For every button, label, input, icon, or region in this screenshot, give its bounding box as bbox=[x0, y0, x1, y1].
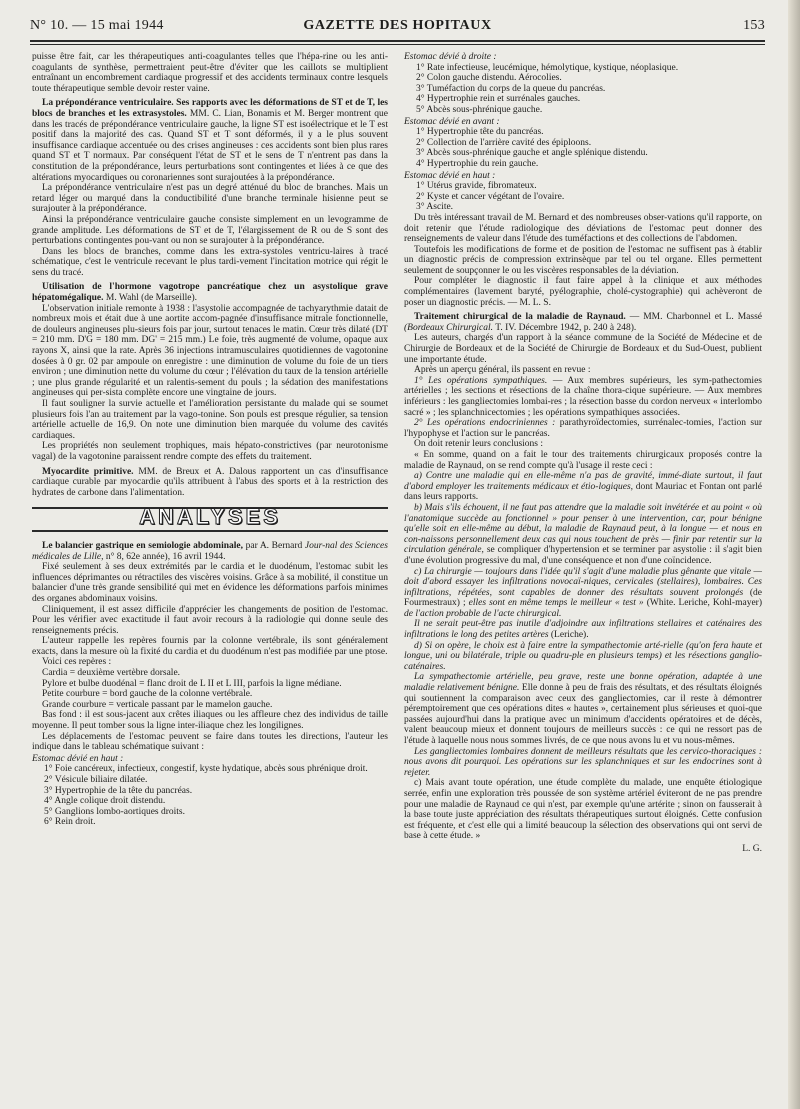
conclusion-text: dont Mauriac et Fontan ont parlé dans leurs rapports. bbox=[404, 481, 762, 503]
conclusion-g bbox=[404, 672, 762, 746]
list-item: 3° Ascite. bbox=[416, 202, 454, 213]
paragraph: Du très intéressant travail de M. Bernard et des nombreuses obser-vations qu'il rapporte, on doit retenir que l'étude radiologique des déviations de l'estomac peut donner des renseignements de valeur dans l'étude des tuméfactions et des collections de l'abdomen. bbox=[404, 212, 762, 245]
paragraph: « En somme, quand on a fait le tour des traitements chirurgicaux proposés contre la maladie de Raynaud, on se rend compte qu'à l'usage il reste ceci : bbox=[404, 449, 762, 471]
paragraph: Toutefois les modifications de forme et de position de l'estomac ne suffisent pas à établir un diagnostic précis de compression extrinsèque par tel ou tel organe. Elles permettent seulement de soupçonner le ou les viscères responsables de la déviation. bbox=[404, 244, 762, 276]
list-item: 5° Abcès sous-phrénique gauche. bbox=[416, 104, 543, 115]
list-item bbox=[404, 376, 762, 418]
list-item: 1° Hypertrophie tête du pancréas. bbox=[416, 127, 544, 138]
conclusion-text: (White. Leriche, Kohl-mayer) bbox=[643, 598, 762, 609]
list-item: 1° Utérus gravide, fibromateux. bbox=[416, 181, 537, 192]
section-banner bbox=[32, 504, 388, 532]
page-edge bbox=[788, 0, 800, 1109]
paragraph: Dans les blocs de branches, comme dans les extra-systoles ventricu-laires à tracé schématique, c'est le ventricule recevant le plus tardi-vement l'incitation motrice qui régit le sens du tracé. bbox=[32, 246, 388, 278]
paragraph: Ainsi la prépondérance ventriculaire gauche consiste simplement en un levogramme de grande amplitude. Les déformations de ST et de T, l'élargissement de R ou de S sont des perturbations contingentes pou-vant ou non se surajouter à la prépondérance. bbox=[32, 214, 388, 247]
analysis-journal: (Bordeaux Chirurgical. bbox=[404, 322, 494, 333]
landmark-item: Pylore et bulbe duodénal = flanc droit de L II et L III, parfois la ligne médiane. bbox=[42, 678, 342, 689]
item-lead: 2° Les opérations endocriniennes : bbox=[414, 418, 556, 429]
landmark-item: Bas fond : il est sous-jacent aux crêtes iliaques ou les affleure chez des individus de taille moyenne. Il peut tomber sous la ligne inter-iliaque chez les longilignes. bbox=[32, 710, 388, 732]
list-item: 1° Rate infectieuse, leucémique, hémolytique, kystique, néoplasique. bbox=[416, 62, 679, 73]
paragraph: L'observation initiale remonte à 1938 : l'asystolie accompagnée de tachyarythmie datait de nombreux mois et était due à une aortite accom-pagnée d'insuffisance mitrale fonctionnelle, de douleurs angineuses plu-sieurs fois par jour, surtout tenaces le matin. Cœur très dilaté (DT = 210 mm. D'G = 180 mm. DG' = 215 mm.) Le foie, très augmenté de volume, opaque aux rayons X, ainsi que la rate. Après 36 injections intramusculaires quotidiennes de vagotonine dosées à 0 gr. 02 par ampoule on enregistre : une diminution de volume du foie de un tiers environ ; une diminution nette du volume du cœur ; l'élévation du taux de la tension artérielle ; une plus grande régularité et un ralentis-sement du pouls ; la sédation des manifestations angineuses qui per-sista complète encore une vingtaine de jours. bbox=[32, 303, 388, 399]
list-item: 1° Foie cancéreux, infectieux, congestif, kyste hydatique, abcès sous phrénique droit. bbox=[44, 764, 368, 775]
list-item bbox=[404, 418, 762, 439]
analysis-ref-date: n° 8, 62e année), 16 avril 1944. bbox=[103, 551, 226, 562]
landmark-item: Petite courbure = bord gauche de la colonne vertébrale. bbox=[42, 689, 253, 700]
article-title: Utilisation de l'hormone vagotrope pancréatique chez un asystolique grave hépatomégalique. bbox=[32, 282, 388, 304]
page-number: 153 bbox=[743, 18, 765, 33]
list-item: 4° Angle colique droit distendu. bbox=[44, 796, 166, 807]
conclusion-text: se compliquer d'hypertension et se terminer par asystolie : il s'agit bien d'une évolution progressive du mal, d'une conséquence et non d'une coïncidence. bbox=[404, 545, 763, 566]
paragraph: Pour compléter le diagnostic il faut faire appel à la clinique et aux méthodes complémentaires (lavement baryté, pyélographie, cholé-cystographie) qui achèveront de poser un diagnostic précis. — M. L. S. bbox=[404, 276, 762, 308]
list-item: 2° Vésicule biliaire dilatée. bbox=[44, 775, 148, 785]
conclusion-d: d) Si on opère, le choix est à faire entre la sympathectomie arté-rielle (qu'on fera haute et longue, uni ou bilatérale, triple ou quadru-ple en plusieurs temps) et les résections ganglio-caténaires. bbox=[404, 640, 762, 672]
analysis-raynaud bbox=[404, 312, 762, 333]
paragraph: Les auteurs, chargés d'un rapport à la séance commune de la Société de Médecine et de Chirurgie de Bordeaux et de la Société de Chirurgie de Bordeaux et du Sud-Ouest, publient une importante étude. bbox=[404, 333, 762, 365]
article-vagotonine bbox=[32, 282, 388, 303]
conclusion-text: a) Contre une maladie qui en elle-même n'a pas de gravité, immé-diate surtout, il faut d'abord employer les traitements médicaux et étio-logiques, bbox=[404, 471, 762, 492]
signature: L. G. bbox=[742, 843, 762, 854]
paragraph: La prépondérance ventriculaire n'est pas un degré atténué du bloc de branches. Mais un retard léger ou marqué dans la conductibilité d'une branche terminale hisienne peut se surajouter à la prépondérance. bbox=[32, 183, 388, 215]
landmark-item: Grande courbure = verticale passant par le mamelon gauche. bbox=[42, 699, 273, 710]
paragraph: Cliniquement, il est assez difficile d'apprécier les changements de position de l'estomac. Pour les vérifier avec exactitude il faut avoir recours à la radiologie qui donne seule des renseignements précis. bbox=[32, 604, 388, 636]
conclusion-a bbox=[404, 471, 762, 503]
list-item: 6° Rein droit. bbox=[44, 817, 96, 828]
article-authors: M. Wahl (de Marseille). bbox=[103, 293, 198, 304]
conclusion-text: Il ne serait peut-être pas inutile d'adjoindre aux infiltrations stellaires et caténaires des infiltrations le long des petites artères bbox=[404, 619, 762, 641]
analysis-ref: par A. Bernard bbox=[243, 540, 305, 551]
list-item: 2° Kyste et cancer végétant de l'ovaire. bbox=[416, 191, 565, 202]
section-title: ANALYSES bbox=[139, 504, 281, 530]
paragraph: Après un aperçu général, ils passent en revue : bbox=[414, 365, 591, 376]
analysis-journal: Jour-nal des Sciences médicales de Lille, bbox=[32, 540, 388, 562]
journal-title: GAZETTE DES HOPITAUX bbox=[303, 18, 492, 33]
analysis-ref-date: T. IV. Décembre 1942, p. 240 à 248). bbox=[493, 322, 637, 333]
list-item: 3° Hypertrophie de la tête du pancréas. bbox=[44, 785, 193, 796]
paragraph: Les déplacements de l'estomac peuvent se faire dans toutes les directions, l'auteur les indique dans le tableau schématique suivant : bbox=[32, 731, 388, 753]
conclusion-c bbox=[404, 567, 762, 620]
list-item: 2° Collection de l'arrière cavité des épiploons. bbox=[416, 137, 592, 148]
list-item: 4° Hypertrophie rein et surrénales gauches. bbox=[416, 94, 581, 105]
list-item: 3° Abcès sous-phrénique gauche et angle splénique distendu. bbox=[416, 148, 648, 159]
list-item: 2° Colon gauche distendu. Aérocolies. bbox=[416, 73, 562, 84]
conclusion-b bbox=[404, 503, 762, 567]
intro-paragraph: puisse être fait, car les thérapeutiques anti-coagulantes telles que l'hépa-rine ou les anti-coagulants de synthèse, permettraient peut-être d'éviter que les caillots se multiplient entraînant un encombrement cardiaque progressif et des accidents terminaux contre lesquels toute thérapeutique semble devoir rester vaine. bbox=[32, 52, 388, 94]
paragraph: Les propriétés non seulement trophiques, mais hépato-constrictives (par neurotonisme vagal) de la vagotonine paraissent rendre compte des effets du traitement. bbox=[32, 441, 388, 462]
subheading: Estomac dévié en haut : bbox=[32, 753, 124, 764]
subheading: Estomac dévié à droite : bbox=[404, 52, 497, 62]
right-column bbox=[404, 52, 762, 855]
subheading: Estomac dévié en avant : bbox=[404, 116, 500, 127]
article-authors: MM. C. Lian, Bonamis et M. Berger montrent que dans les tracés de prépondérance ventriculaire gauche, la ligne ST est isoélectrique et le T est positif dans la majorité des cas. Quand ST et T sont déformés, il y a le plus souvent insuffisance cardiaque accentuée ou des crises angineuses : ces accidents sont bien plus rares quand ST et T normaux. Par conséquent l'état de ST et le sens de T n'entrent pas dans la constitution de la prépondérance, leurs perturbations sont contingentes et liées à ce que des altérations myocardiques ou coronariennes sont surajoutées à la prépondérance. bbox=[32, 108, 388, 183]
conclusion-text: de l'action probable de l'acte chirurgical. bbox=[404, 608, 562, 619]
analysis-title: Le balancier gastrique en semiologie abdominale, bbox=[42, 540, 243, 551]
analysis-ref: — MM. Charbonnel et L. Massé bbox=[625, 312, 762, 323]
page-header bbox=[30, 14, 765, 42]
left-column bbox=[32, 52, 388, 828]
paragraph: On doit retenir leurs conclusions : bbox=[414, 439, 544, 450]
landmark-item: Cardia = deuxième vertèbre dorsale. bbox=[42, 668, 181, 679]
paragraph: Il faut souligner la survie actuelle et l'amélioration persistante du malade qui se soumet plusieurs fois l'an au traitement par la vago-tonine. Son pouls est presque régulier, sa tension artérielle actuelle de 16,9. On note une diminution bien marquée du volume des cavités cardiaques. bbox=[32, 399, 388, 441]
article-title: La prépondérance ventriculaire. Ses rapports avec les déformations de ST et de T, les blocs de branches et les extrasystoles. bbox=[32, 98, 388, 119]
list-item: 4° Hypertrophie du rein gauche. bbox=[416, 158, 539, 169]
conclusion-text: (Leriche). bbox=[548, 630, 589, 641]
conclusion-text: b) Mais s'ils échouent, il ne faut pas attendre que la maladie soit invétérée et au point « où l'anatomique succède au fonctionnel » pour penser à une intervention, car, pour bénigne qu'elle soit en elle-même au début, la maladie de Raynaud peut, à la longue — et nous en con-naissons personnellement deux cas qui nous touchent de près — finir par retentir sur la circulation générale, bbox=[404, 502, 762, 556]
paragraph: Fixé seulement à ses deux extrémités par le cardia et le duodénum, l'estomac subit les influences déprimantes ou rétractiles des viscères voisins. Grâce à sa mobilité, il constitue un balancier d'une très grande sensibilité qui met en évidence les déformations parfois minimes des organes abdominaux voisins. bbox=[32, 562, 388, 604]
item-text: — Aux membres supérieurs, les sym-pathectomies artérielles ; les sections et résections de la chaîne thora-cique supérieure. — Aux membres inférieurs : les gangliectomies lombai-res ; la résection basse du cordon nerveux « interlombo sacré » ; les splanchnicectomies ; les opérations sympathiques associées. bbox=[404, 375, 762, 418]
conclusion-text: c) La chirurgie — toujours dans l'idée qu'il s'agit d'une maladie plus gênante que vitale — doit d'abord essayer les infiltrations novocaï-niques, cervicales (stellaires), lombaires. Ces infiltrations, répétées, sont capables de donner des résultats souvent prolongés bbox=[404, 566, 762, 598]
article-authors: MM. de Breux et A. Dalous rapportent un cas d'insuffisance cardiaque curable par myocardie qu'ils attribuent à l'abus des sports et à la restriction des hydrates de carbone dans l'alimentation. bbox=[32, 466, 388, 498]
paragraph: Voici ces repères : bbox=[42, 657, 112, 668]
conclusion-i: c) Mais avant toute opération, une étude complète du malade, une enquête étiologique serrée, enfin une exploration très poussée de son système artériel éviteront de ne pas prendre pour une maladie de Raynaud ce qui n'est, par exemple qu'une artérite ; sinon on fausserait à la base toute juste appréciation des résultats thérapeutiques surtout éloignés. Cette confusion est fréquente, et c'est elle qui a limité beaucoup la sélection des observations qui ont servi de base à cette étude. » bbox=[404, 778, 762, 842]
list-item: 5° Ganglions lombo-aortiques droits. bbox=[44, 806, 186, 817]
analysis-title: Traitement chirurgical de la maladie de Raynaud. bbox=[414, 312, 626, 323]
article-title: Myocardite primitive. bbox=[42, 466, 134, 477]
list-item: 3° Tuméfaction du corps de la queue du pancréas. bbox=[416, 83, 606, 94]
item-lead: 1° Les opérations sympathiques. bbox=[414, 375, 548, 386]
analysis-balancier bbox=[32, 541, 388, 562]
issue-date: N° 10. — 15 mai 1944 bbox=[30, 18, 164, 33]
subheading: Estomac dévié en haut : bbox=[404, 170, 496, 181]
conclusion-h: Les gangliectomies lombaires donnent de meilleurs résultats que les cervico-thoraciques : nous avons dit pourquoi. Les opérations sur les splanchniques et sur les endocrines sont à rejeter. bbox=[404, 746, 762, 778]
article-ventricular bbox=[32, 98, 388, 183]
conclusion-e bbox=[404, 619, 762, 640]
item-text: parathyroïdectomies, surrénalec-tomies, l'action sur l'hypophyse et l'action sur le pancréas. bbox=[404, 418, 762, 439]
conclusion-text: La sympathectomie artérielle, peu grave, reste une bonne opération, adaptée à une maladie relativement bénigne. bbox=[404, 672, 762, 694]
paragraph: L'auteur rappelle les repères fournis par la colonne vertébrale, ils sont généralement exacts, dans la mesure où la fixité du cardia et du duodénum n'est pas modifiée par une ptose. bbox=[32, 636, 388, 657]
article-myocardite bbox=[32, 467, 388, 499]
conclusion-text: elles sont en même temps le meilleur « test » bbox=[468, 598, 644, 609]
conclusion-text: Elle donne à peu de frais des résultats, et des résultats éloignés qui soutiennent la comparaison avec ceux des gangliectomies, car il reste à démontrer péremptoirement que ces opérations dites « hautes », certainement plus sérieuses et quoi-que passées aujourd'hui dans la pratique avec un minimum d'accidents opératoires et de décès, valent beaucoup mieux et donnent toujours de meilleurs succès : ce qui ne ressort pas de l'étude à laquelle nous nous sommes livrés, de ce que nous avons lu et vu nous-mêmes. bbox=[404, 683, 762, 746]
conclusion-text: (de Fourmestraux) ; bbox=[404, 587, 762, 609]
